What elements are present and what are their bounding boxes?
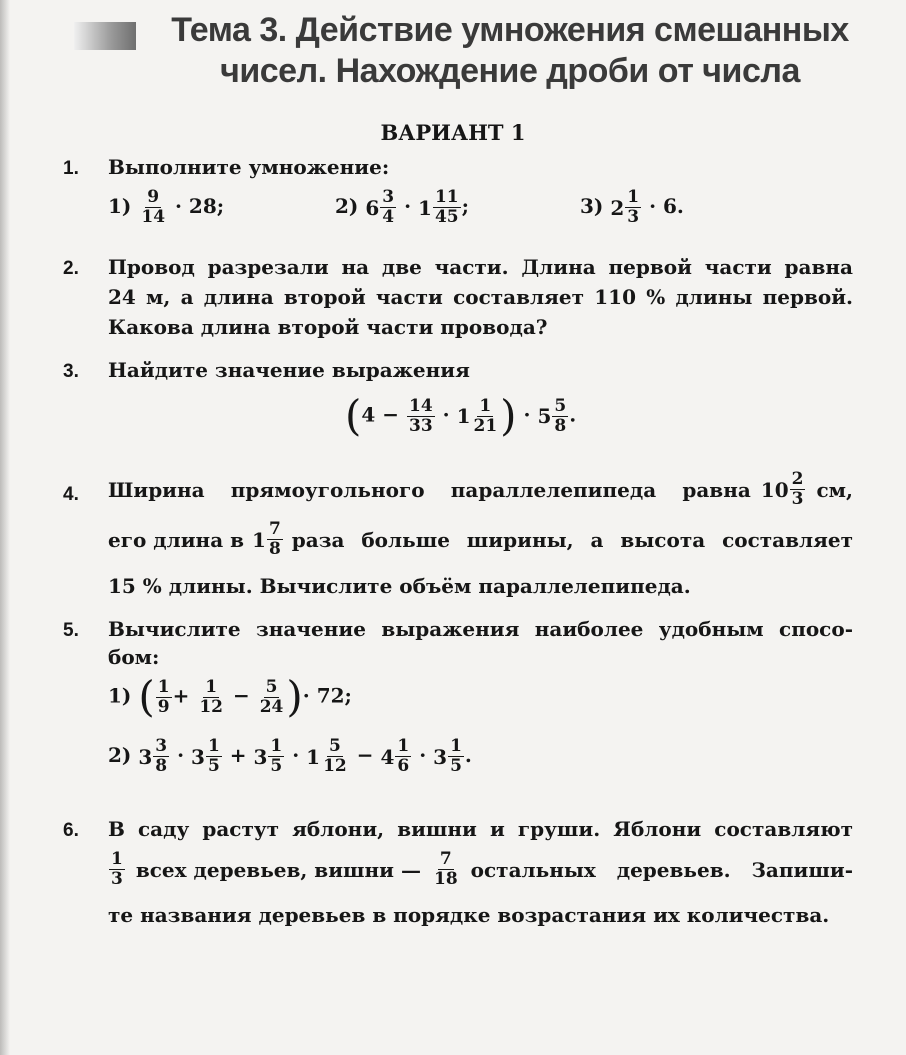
variant-heading: ВАРИАНТ 1 <box>380 120 526 145</box>
title-line-1: Тема 3. Действие умножения смешанных <box>171 11 849 49</box>
task-6-line-1: В саду растут яблони, вишни и груши. Яблони составляют <box>108 817 853 841</box>
task-5-line-1: Вычислите значение выражения наиболее удобным спосо- <box>108 617 853 641</box>
task-1-text: Выполните умножение: <box>108 155 390 179</box>
task-1-part-1 <box>108 188 224 227</box>
task-2-line-1: Провод разрезали на две части. Длина первой части равна <box>108 255 853 279</box>
page-title <box>140 10 880 92</box>
task-5-part-2: 2) 3 $\frac{3}{8}$ · 3 $\frac{1}{5}$ + 3 $\frac{1}{5}$ · 1 $\frac{5}{12}$ − 4 $\frac{1}{6}$ · 3 $\frac{1}{5}$ . <box>108 736 472 776</box>
expr-tail: · 6. <box>649 194 684 218</box>
task-1-number: 1. <box>63 158 79 179</box>
label: 3) <box>580 194 604 218</box>
task-3-number: 3. <box>63 361 79 382</box>
task-4-line-2: его длина в 1 $\frac{7}{8}$ раза больше ширины, а высота составляет <box>108 519 853 559</box>
page-edge-shadow <box>0 0 10 1055</box>
label: 1) <box>108 194 132 218</box>
task-2-number: 2. <box>63 258 79 279</box>
task-4-number: 4. <box>63 484 79 505</box>
task-5-line-2: бом: <box>108 645 160 669</box>
operator: · <box>404 194 412 218</box>
task-6-line-2: $\frac{1}{3}$ всех деревьев, вишни — $\frac{7}{18}$ остальных деревьев. Запиши- <box>111 849 853 889</box>
title-decor-bar <box>74 22 136 50</box>
title-line-2: чисел. Нахождение дроби от числа <box>220 52 800 90</box>
task-6-number: 6. <box>63 820 79 841</box>
mixed-number: 6 $\frac{3}{4}$ <box>365 187 395 227</box>
task-3-expression: (4 − $\frac{14}{33}$ · 1 $\frac{1}{21}$ ) · 5 $\frac{5}{8}$ . <box>345 391 577 440</box>
mixed-number: 1 $\frac{11}{45}$ <box>418 187 459 227</box>
task-2-line-3: Какова длина второй части провода? <box>108 315 548 339</box>
task-5-number: 5. <box>63 620 79 641</box>
task-2-line-2: 24 м, а длина второй части составляет 110 % длины первой. <box>108 285 853 309</box>
task-4-line-3: 15 % длины. Вычислите объём параллелепипеда. <box>108 574 691 598</box>
task-4-line-1: Ширина прямоугольного параллелепипеда равна 10 $\frac{2}{3}$ см, <box>108 469 853 509</box>
task-5-part-1: 1) ( $\frac{1}{9}$ + $\frac{1}{12}$ − $\frac{5}{24}$ )· 72; <box>108 672 352 721</box>
mixed-number: 2 $\frac{1}{3}$ <box>610 187 640 227</box>
task-1-part-3 <box>580 188 684 227</box>
expr-tail: · 28; <box>175 194 225 218</box>
task-3-text: Найдите значение выражения <box>108 358 470 382</box>
fraction: $\frac{9}{14}$ <box>141 187 166 227</box>
task-1-part-2: 2) 6 $\frac{3}{4}$ · 1 $\frac{11}{45}$ ; <box>335 187 470 227</box>
task-6-line-3: те названия деревьев в порядке возрастания их количества. <box>108 903 830 927</box>
label: 2) <box>335 194 359 218</box>
